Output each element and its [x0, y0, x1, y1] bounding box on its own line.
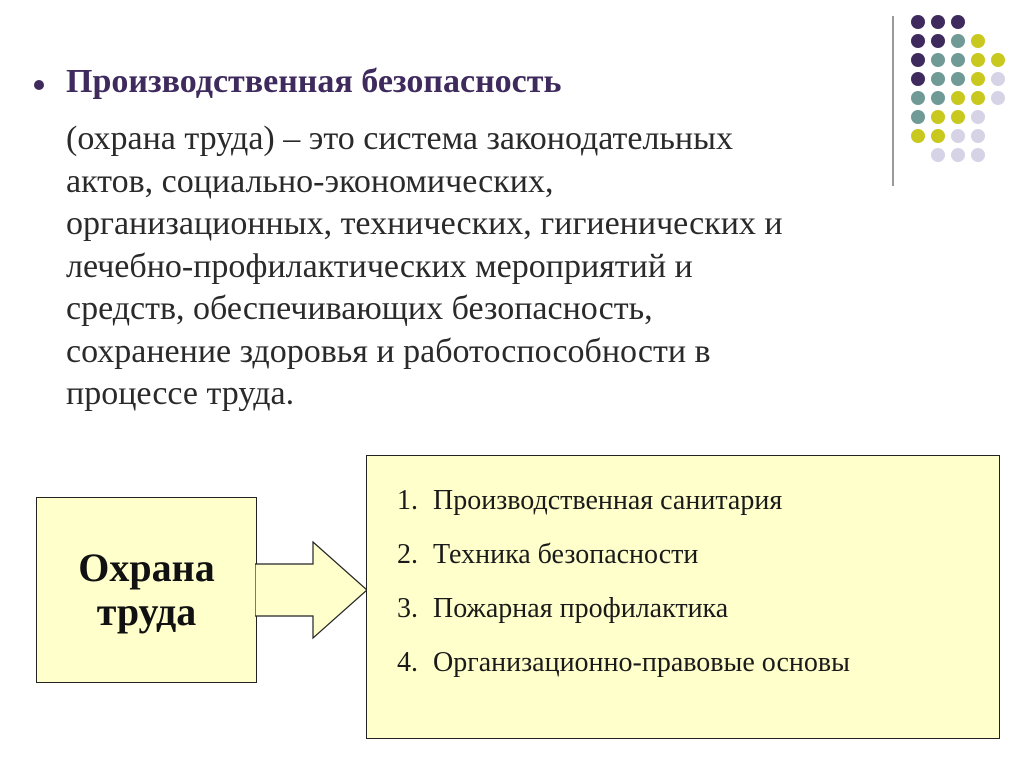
decorative-dot	[951, 34, 965, 48]
components-list-box	[366, 455, 1000, 739]
list-item-label: Производственная санитария	[433, 485, 783, 516]
list-item	[397, 485, 782, 517]
decorative-dot	[911, 72, 925, 86]
list-item-number: 1.	[397, 485, 418, 516]
decorative-dot	[991, 72, 1005, 86]
decorative-dot	[911, 91, 925, 105]
list-item	[397, 539, 698, 571]
list-item-label: Организационно-правовые основы	[433, 647, 850, 678]
definition-line: организационных, технических, гигиенических и	[66, 205, 783, 242]
list-item-number: 2.	[397, 539, 418, 570]
list-item-number: 4.	[397, 647, 418, 678]
decorative-dot	[931, 91, 945, 105]
definition-line: средств, обеспечивающих безопасность,	[66, 290, 653, 327]
list-item-label: Пожарная профилактика	[433, 593, 729, 624]
decorative-dot	[971, 53, 985, 67]
list-item	[397, 593, 728, 625]
definition-body	[66, 118, 986, 416]
definition-heading: Производственная безопасность	[66, 63, 562, 100]
decorative-dot	[931, 72, 945, 86]
decorative-dot	[991, 53, 1005, 67]
decorative-dot	[931, 15, 945, 29]
decorative-dot	[951, 53, 965, 67]
bullet-icon	[34, 80, 44, 90]
decorative-dot	[931, 34, 945, 48]
definition-line: процессе труда.	[66, 375, 295, 412]
decorative-dot	[911, 53, 925, 67]
list-item-label: Техника безопасности	[433, 539, 699, 570]
decorative-dot	[971, 72, 985, 86]
decorative-dot	[911, 34, 925, 48]
right-arrow-icon	[255, 540, 370, 640]
decorative-dot	[971, 34, 985, 48]
definition-line: лечебно-профилактических мероприятий и	[66, 247, 693, 285]
definition-line: актов, социально-экономических,	[66, 162, 554, 200]
decorative-dot	[911, 15, 925, 29]
labor-protection-box	[36, 497, 257, 683]
definition-line: (охрана труда) – это система законодательных	[66, 120, 733, 157]
decorative-dot	[991, 91, 1005, 105]
decorative-dot	[951, 15, 965, 29]
list-item-number: 3.	[397, 593, 418, 624]
decorative-dot	[971, 91, 985, 105]
list-item	[397, 647, 850, 679]
definition-line: сохранение здоровья и работоспособности в	[66, 332, 711, 370]
box-title-line: труда	[96, 589, 197, 634]
decorative-dot	[951, 72, 965, 86]
decorative-dot	[931, 53, 945, 67]
decorative-dot	[951, 91, 965, 105]
box-title-line: Охрана	[78, 545, 215, 590]
